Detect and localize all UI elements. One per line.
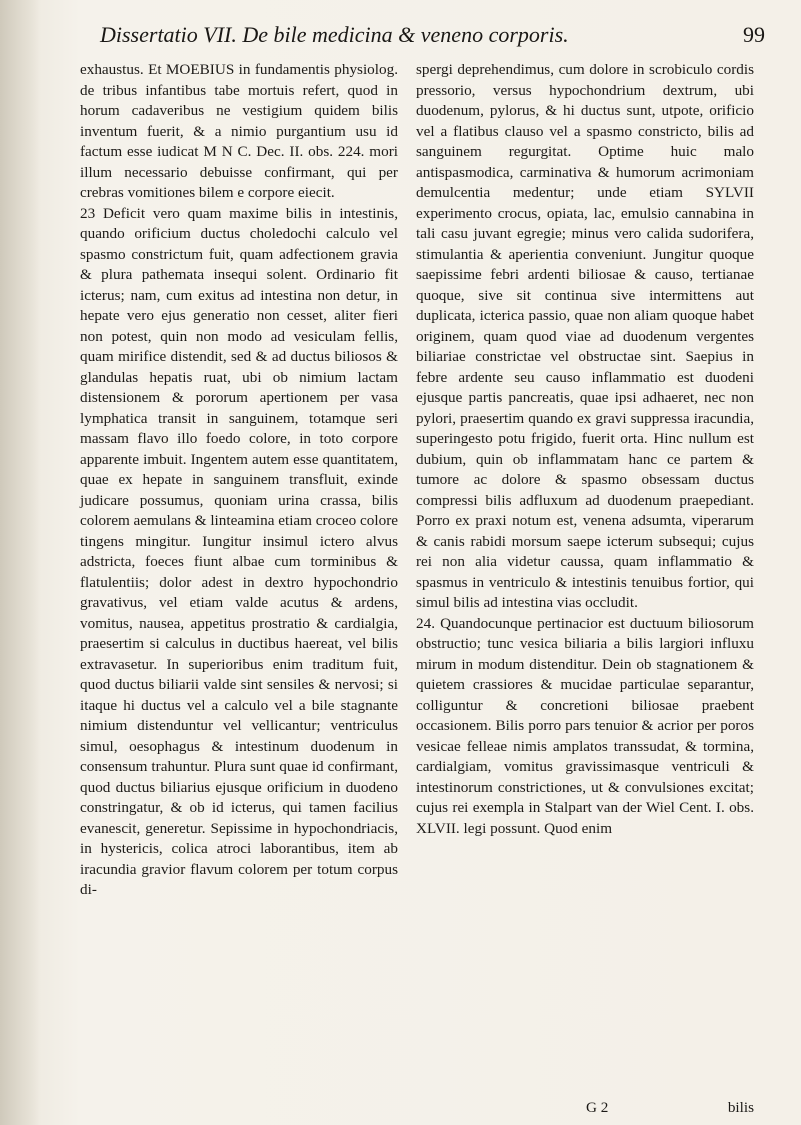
- page-number: 99: [743, 22, 765, 47]
- running-title: Dissertatio VII. De bile medicina & veneno corporis.: [100, 22, 569, 47]
- left-text-column: [80, 60, 398, 901]
- signature-mark: G 2: [586, 1099, 609, 1116]
- right-text-column: [416, 60, 754, 839]
- right-paragraph: spergi deprehendimus, cum dolore in scrobiculo cordis pressorio, versus hypochondrium dextrum, ubi duodenum, pylorus, & hi ductus sunt, utpote, orificio vel a flatibus clauso vel a spasmo constricto, bilis ad sanguinem regurgitat. Optime huic malo antispasmodica, carminativa & humorum acrimoniam demulcentia medentur; unde etiam SYLVII experimento crocus, opiata, lac, emulsio cannabina in tali casu juvant egregie; minus vero calida sudorifera, stimulantia & aperientia conveniunt. Jungitur quoque saepissime febri ardenti biliosae & causo, tertianae quoque, sive sit continua sive intermittens aut duplicata, icterica passio, quae non aliam quoque habet originem, quam quod viae ad duodenum vergentes biliariae constrictae vel obstructae sint. Saepius in febre ardente seu causo inflammatio est duodeni ejusque partis pancreatis, quae ipsi adhaeret, nec non pylori, praesertim quando ex gravi suppressa iracundia, superingesto potu frigido, fuerit orta. Hinc nullum est dubium, quin ob inflammatam hanc ce partem & tumore ac dolore & spasmo obsessam ductus compressi bilis adfluxum ad duodenum praepediant. Porro ex praxi notum est, venena adsumta, viperarum & canis rabidi morsum saepe icterum subsequi; cujus rei non alia videtur caussa, quam inflammatio & spasmus in ventriculo & intestinis tenuibus fortior, qui simul bilis ad intestina vias occludit.: [416, 61, 754, 611]
- running-header: [60, 18, 765, 52]
- page-footer: [416, 1099, 754, 1121]
- left-paragraph: exhaustus. Et MOEBIUS in fundamentis physiolog. de tribus infantibus tabe mortuis refert, quod in horum cadaveribus ne vestigium quidem bilis inventum fuerit, & a nimio purgantium usu id factum esse iudicat M N C. Dec. II. obs. 224. mori illum necessario debuisse confirmant, qui per crebras vomitiones bilem e corpore eiecit.: [80, 61, 398, 201]
- page-gutter-shadow: [0, 0, 40, 1125]
- right-paragraph: 24. Quandocunque pertinacior est ductuum biliosorum obstructio; tunc vesica biliaria a bilis largiori influxu mirum in modum distenditur. Dein ob stagnationem & quietem crassiores & mucidae particulae separantur, colliguntur & concretioni biliosae praebent occasionem. Bilis porro pars tenuior & acrior per poros vesicae felleae nimis amplatos transsudat, & tormina, cardialgiam, vomitus gravissimasque ventriculi & intestinorum constrictiones, ut & convulsiones excitat; cujus rei exempla in Stalpart van der Wiel Cent. I. obs. XLVII. legi possunt. Quod enim: [416, 614, 754, 837]
- catchword: bilis: [727, 1099, 754, 1116]
- left-paragraph: 23 Deficit vero quam maxime bilis in intestinis, quando orificium ductus choledochi calculo vel spasmo constrictum fuit, quam adfectionem gravia & plura pathemata insequi solent. Ordinario fit icterus; nam, cum exitus ad intestina non detur, in hepate vero ejus generatio non cesset, aliter fieri non potest, quin non modo ad vesiculam fellis, quam mirifice distendit, sed & ad ductus biliosos & glandulas hepatis ruat, ubi ob nimium lactam distensionem & pororum apertionem per vasa lymphatica transit in sanguinem, totamque seri massam flavo illo foedo colore, in toto corpore apparente imbuit. Ingentem autem esse quantitatem, quae ex hepate in sanguinem transfluit, exinde judicare possumus, quoniam urina crassa, bilis colorem aemulans & linteamina etiam croceo colore tingens mingitur. Iungitur insimul ictero alvus adstricta, foeces fiunt albae cum torminibus & flatulentiis; dolor adest in dextro hypochondrio gravativus, vel etiam valde acutus & ardens, vomitus, nausea, appetitus prostratio & cardialgia, praesertim si calculus in ductibus haereat, vel bilis extravasetur. In superioribus enim traditum fuit, quod ductus biliarii valde sint sensiles & nervosi; si itaque hi ductus vel a calculo vel a bile stagnante nimium distenduntur vel vellicantur; ventriculus simul, oesophagus & intestinum duodenum in consensum trahuntur. Plura sunt quae id confirmant, quod ductus biliarius ejusque orificium in duodeno constringatur, & ob id icterus, qui tamen facilius evanescit, generetur. Sepissime in hypochondriacis, in hystericis, colica atroci laborantibus, item ab iracundia gravior flavum colorem per totum corpus di-: [80, 204, 398, 898]
